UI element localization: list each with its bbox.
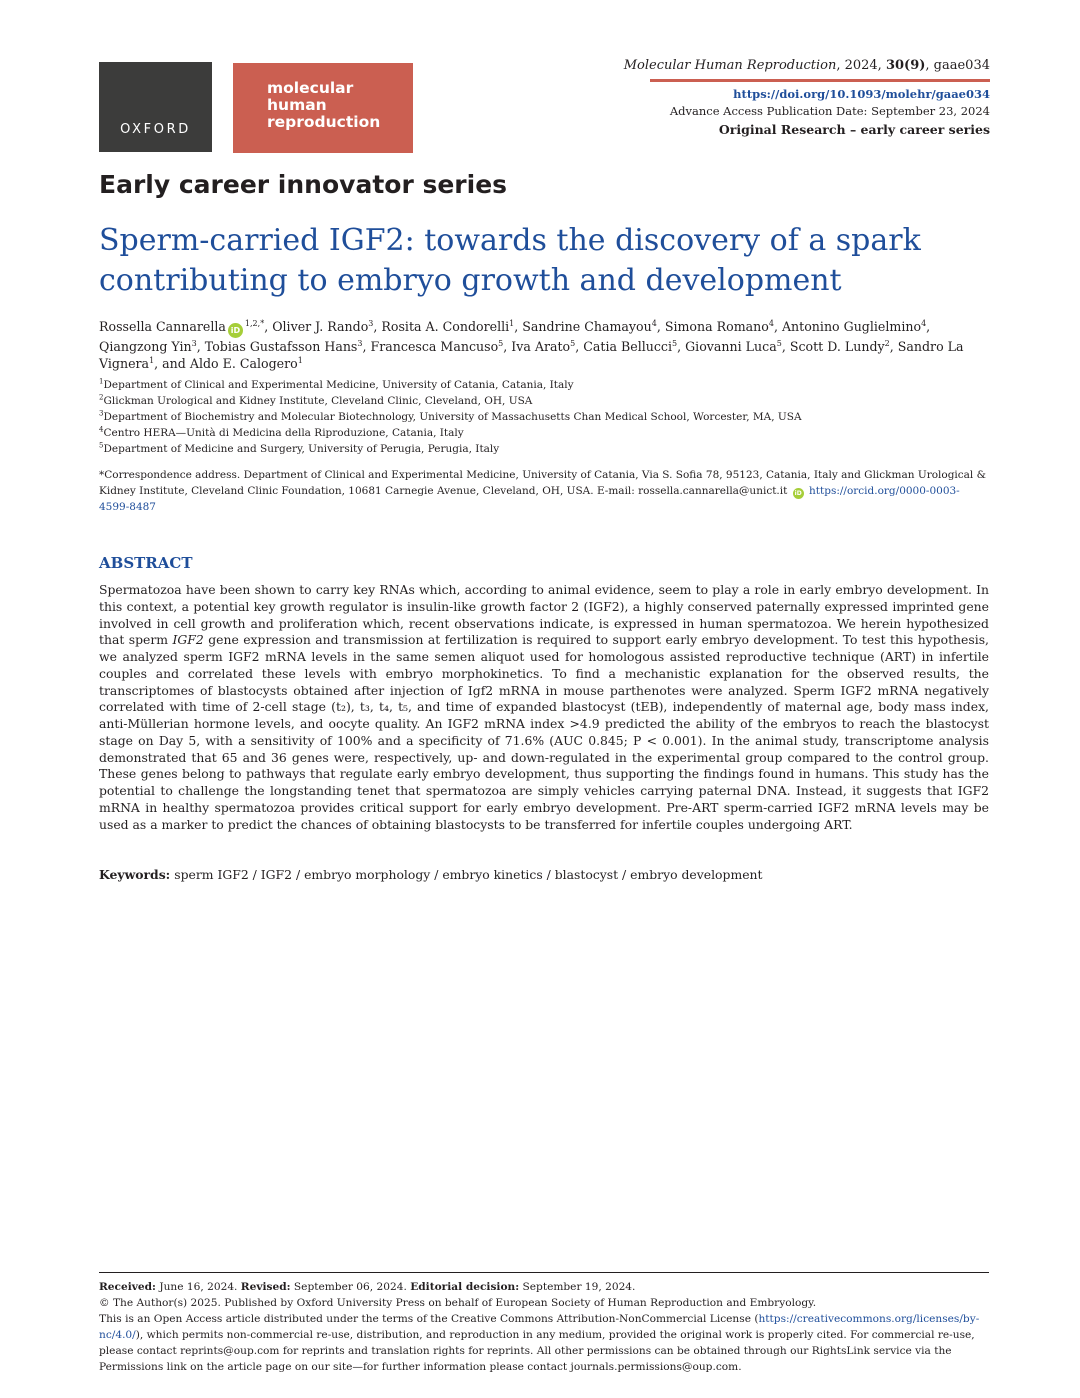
author-separator: , — [264, 319, 273, 334]
author-separator: , — [926, 319, 931, 334]
footer — [99, 1279, 989, 1375]
affiliation-number: 4 — [99, 425, 104, 434]
license-link[interactable]: https://creativecommons.org/licenses/by-nc/4.0/ — [99, 1313, 980, 1341]
keywords-label: Keywords: — [99, 867, 171, 882]
author-name[interactable]: Francesca Mancuso — [370, 339, 499, 354]
affiliation-number: 5 — [99, 441, 104, 450]
article-category: Original Research – early career series — [718, 122, 990, 137]
author-name[interactable]: Catia Bellucci — [583, 339, 673, 354]
affiliation-text: Department of Biochemistry and Molecular Biotechnology, University of Massachusetts Chan Medical School, Worcester, MA, USA — [103, 411, 802, 423]
license-text — [99, 1311, 989, 1375]
author-affiliation-marker: 4 — [921, 318, 927, 328]
author-affiliation-marker: 1 — [149, 355, 155, 365]
affiliation-item — [99, 377, 802, 393]
author-name[interactable]: Qiangzong Yin — [99, 339, 192, 354]
affiliation-item — [99, 425, 802, 441]
author-separator: , — [362, 339, 371, 354]
author-affiliation-marker: 5 — [672, 338, 678, 348]
abstract-part-1: Spermatozoa have been shown to carry key RNAs which, according to animal evidence, seem to play a role in early embryo development. In this context, a potential key growth regulator is insulin-like growth factor 2 (IGF2), a highly conserved paternally expressed imprinted gene involved in cell growth and proliferation which, recent observations indicate, is expressed in human spermatozoa. We herein hypothesized that sperm — [99, 582, 989, 648]
journal-name: Molecular Human Reproduction — [623, 58, 837, 73]
author-separator: , — [196, 339, 205, 354]
orcid-link[interactable]: https://orcid.org/0000-0003-4599-8487 — [99, 485, 960, 513]
footer-rule — [99, 1272, 989, 1273]
author-name[interactable]: Rossella Cannarella — [99, 319, 226, 334]
journal-article-id: , gaae034 — [925, 58, 990, 73]
abstract-part-2: gene expression and transmission at fertilization is required to support early embryo development. To test this hypothesis, we analyzed sperm IGF2 mRNA levels in the same semen aliquot used for homologous assisted reproductive technique (ART) in infertile couples and correlated these levels with embryo morphokinetics. To find a mechanistic explanation for the observed results, the transcriptomes of blastocysts obtained after injection of Igf2 mRNA in mouse parthenotes were analyzed. Sperm IGF2 mRNA negatively correlated with time of 2-cell stage (t₂), t₃, t₄, t₅, and time of expanded blastocyst (tEB), independently of maternal age, body mass index, anti-Müllerian hormone levels, and oocyte quality. An IGF2 mRNA index >4.9 predicted the ability of the embryos to reach the blastocyst stage on Day 5, with a sensitivity of 100% and a specificity of 71.6% (AUC 0.845; P < 0.001). In the animal study, transcriptome analysis demonstrated that 65 and 36 genes were, respectively, up- and down-regulated in the experimental group compared to the control group. These genes belong to pathways that regulate early embryo development, thus supporting the findings found in humans. This study has the potential to challenge the longstanding tenet that spermatozoa are simply vehicles carrying paternal DNA. Instead, it suggests that IGF2 mRNA in healthy spermatozoa provides critical support for early embryo development. Pre-ART sperm-carried IGF2 mRNA levels may be used as a marker to predict the chances of obtaining blastocysts to be transferred for infertile couples undergoing ART. — [99, 632, 989, 832]
revised-label: Revised: — [240, 1281, 291, 1293]
author-name[interactable]: Sandrine Chamayou — [522, 319, 652, 334]
author-name[interactable]: Oliver J. Rando — [272, 319, 369, 334]
keywords-text: sperm IGF2 / IGF2 / embryo morphology / embryo kinetics / blastocyst / embryo development — [170, 867, 763, 882]
author-separator: , and — [154, 356, 190, 371]
author-name[interactable]: Simona Romano — [664, 319, 769, 334]
revised-date: September 06, 2024. — [290, 1281, 411, 1293]
author-affiliation-marker: 1 — [509, 318, 515, 328]
header-rule — [650, 79, 990, 82]
journal-volume: 30(9) — [885, 58, 926, 73]
author-affiliation-marker: 4 — [768, 318, 774, 328]
keywords — [99, 867, 762, 882]
author-list — [99, 318, 989, 372]
correspondence — [99, 467, 989, 515]
license-part-b: ), which permits non-commercial re-use, distribution, and reproduction in any medium, provided the original work is properly cited. For commercial re-use, please contact reprints@oup.com for reprints and translation rights for reprints. All other permissions can be obtained through our RightsLink service via the Permissions link on the article page on our site—for further information please contact journals.permissions@oup.com. — [99, 1329, 975, 1373]
abstract-gene-name: IGF2 — [172, 632, 204, 648]
author-separator: , — [656, 319, 665, 334]
affiliation-item — [99, 393, 802, 409]
journal-citation — [624, 58, 990, 73]
author-affiliation-marker: 2 — [884, 338, 890, 348]
correspondence-text: *Correspondence address. Department of Clinical and Experimental Medicine, University of Catania, Via S. Sofia 78, 95123, Catania, Italy and Glickman Urological & Kidney Institute, Cleveland Clinic Foundation, 10681 Carnegie Avenue, Cleveland, OH, USA. E-mail: rossella.cannarella@unict.it — [99, 469, 986, 497]
author-affiliation-marker: 3 — [357, 338, 363, 348]
affiliation-item — [99, 441, 802, 457]
doi-link[interactable]: https://doi.org/10.1093/molehr/gaae034 — [733, 87, 990, 101]
author-separator: , — [773, 319, 782, 334]
dates-line — [99, 1279, 989, 1295]
author-separator: , — [373, 319, 382, 334]
affiliation-text: Department of Clinical and Experimental Medicine, University of Catania, Catania, Italy — [103, 379, 574, 391]
journal-logo-text: molecular human reproduction — [267, 79, 381, 131]
orcid-icon: iD — [794, 490, 802, 497]
author-affiliation-marker: 4 — [651, 318, 657, 328]
author-affiliation-marker: 3 — [191, 338, 197, 348]
author-name[interactable]: Antonino Guglielmino — [781, 319, 922, 334]
oxford-logo — [99, 62, 212, 152]
orcid-icon[interactable]: iD — [228, 323, 243, 338]
series-title: Early career innovator series — [99, 170, 508, 199]
author-affiliation-marker: 5 — [570, 338, 576, 348]
author-name[interactable]: Scott D. Lundy — [789, 339, 885, 354]
author-name[interactable]: Tobias Gustafsson Hans — [204, 339, 358, 354]
article-title: Sperm-carried IGF2: towards the discovery of a spark contributing to embryo growth and development — [99, 223, 921, 298]
author-name[interactable]: Rosita A. Condorelli — [381, 319, 510, 334]
affiliation-number: 1 — [99, 377, 104, 386]
author-affiliation-marker: 3 — [368, 318, 374, 328]
abstract-heading: ABSTRACT — [99, 554, 193, 572]
abstract-text — [99, 582, 989, 833]
license-part-a: This is an Open Access article distributed under the terms of the Creative Commons Attribution-NonCommercial License ( — [99, 1313, 759, 1325]
journal-year: , 2024, — [836, 58, 886, 73]
author-separator: , — [781, 339, 790, 354]
author-name[interactable]: Sandro La Vignera — [99, 339, 964, 371]
affiliation-text: Centro HERA—Unità di Medicina della Riproduzione, Catania, Italy — [103, 427, 464, 439]
oxford-logo-text: OXFORD — [120, 122, 191, 137]
affiliation-list — [99, 377, 802, 457]
journal-logo — [233, 63, 413, 153]
affiliation-item — [99, 409, 802, 425]
received-date: June 16, 2024. — [155, 1281, 241, 1293]
affiliation-text: Glickman Urological and Kidney Institute, Cleveland Clinic, Cleveland, OH, USA — [103, 395, 533, 407]
affiliation-number: 2 — [99, 393, 104, 402]
received-label: Received: — [99, 1281, 156, 1293]
author-separator: , — [889, 339, 898, 354]
author-separator: , — [677, 339, 686, 354]
author-affiliation-marker: 1,2,* — [244, 318, 265, 328]
author-affiliation-marker: 5 — [498, 338, 504, 348]
author-separator: , — [503, 339, 512, 354]
author-affiliation-marker: 1 — [297, 355, 303, 365]
copyright-line: © The Author(s) 2025. Published by Oxford University Press on behalf of European Society of Human Reproduction and Embryology. — [99, 1297, 817, 1309]
affiliation-number: 3 — [99, 409, 104, 418]
affiliation-text: Department of Medicine and Surgery, University of Perugia, Perugia, Italy — [103, 443, 500, 455]
author-affiliation-marker: 5 — [776, 338, 782, 348]
access-date: Advance Access Publication Date: September 23, 2024 — [669, 104, 990, 118]
decision-date: September 19, 2024. — [519, 1281, 636, 1293]
author-separator: , — [575, 339, 584, 354]
author-name[interactable]: Aldo E. Calogero — [189, 356, 298, 371]
author-name[interactable]: Iva Arato — [511, 339, 571, 354]
author-separator: , — [514, 319, 523, 334]
decision-label: Editorial decision: — [410, 1281, 520, 1293]
author-name[interactable]: Giovanni Luca — [685, 339, 777, 354]
